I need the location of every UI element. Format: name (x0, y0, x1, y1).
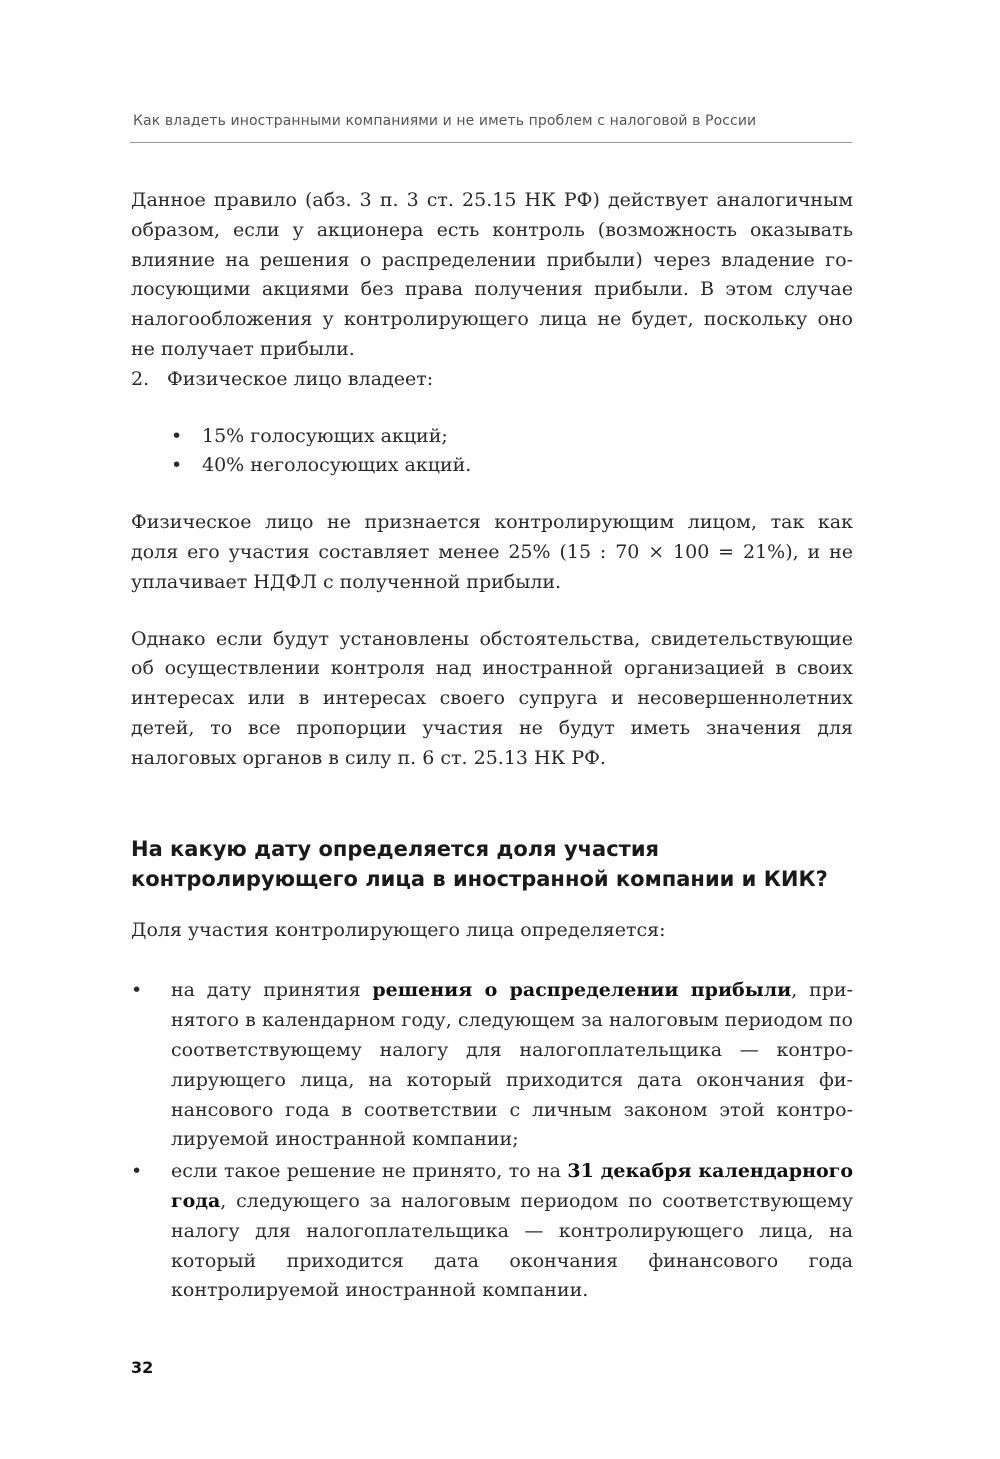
paragraph-not-controlling: Физическое лицо не признается контролирующим лицом, так как доля его участия составляет менее 25% (15 : 70 × 100 = 21%), и не уплачивает НДФЛ с полученной прибыли. (131, 511, 853, 593)
bullet-marker: • (171, 454, 183, 477)
bold-term: решения о распределении прибыли (372, 979, 792, 1002)
bullet-marker: • (171, 424, 183, 447)
paragraph-share-defined: Доля участия контролирующего лица определяется: (131, 918, 666, 941)
bullet-marker: • (131, 979, 143, 1002)
text-segment: , принятого в календарном году, следующем за налоговым периодом по соответствующему налогу для налогоплательщика — контролирующего лица, на который приходится дата окончания финансового года в соответствии с личным законом этой контролируемой иностранной компании; (171, 979, 853, 1151)
ownership-list (131, 422, 853, 482)
paragraph-control-rule: Данное правило (абз. 3 п. 3 ст. 25.15 НК РФ) действует аналогичным образом, если у акционера есть контроль (возможность оказывать влияние на решения о распределении прибыли) через владение голосующими акциями без права получения прибыли. В этом случае налогообложения у контролирующего лица не будет, поскольку оно не получает прибыли. (131, 189, 853, 360)
section-heading: На какую дату определяется доля участия контролирующего лица в иностранной компании и КИК? (131, 836, 828, 891)
date-criteria-list (131, 976, 853, 1306)
list-item-text (171, 976, 853, 1155)
paragraph-circumstances: Однако если будут установлены обстоятельства, свидетельствующие об осуществлении контроля над иностранной организацией в своих интересах или в интересах своего супруга и несовершеннолетних детей, то все пропорции участия не будут иметь значения для налоговых органов в силу п. 6 ст. 25.13 НК РФ. (131, 627, 853, 769)
text-segment: , следующего за налоговым периодом по соответствующему налогу для налогоплательщика — контролирующего лица, на который приходится дата окончания финансового года контролируемой иностранной компании. (171, 1189, 853, 1302)
page-content (131, 186, 853, 1306)
list-item (171, 451, 853, 481)
list-item (131, 976, 853, 1155)
numbered-item-text: Физическое лицо владеет: (167, 367, 434, 390)
bold-term: 31 декабря календарного года (171, 1160, 853, 1212)
text-segment: если такое решение не принято, то на (171, 1160, 568, 1183)
numbered-item-2 (131, 365, 853, 395)
running-header: Как владеть иностранными компаниями и не иметь проблем с налоговой в России (133, 113, 757, 129)
header-divider (130, 142, 852, 143)
list-item (171, 422, 853, 452)
page-number: 32 (131, 1358, 154, 1377)
list-item-text: 15% голосующих акций; (202, 424, 448, 447)
bullet-marker: • (131, 1160, 143, 1183)
list-item-text (171, 1157, 853, 1306)
numbered-item-number: 2. (131, 367, 150, 390)
list-item-text: 40% неголосующих акций. (202, 454, 472, 477)
list-item (131, 1157, 853, 1306)
text-segment: на дату принятия (171, 979, 373, 1002)
